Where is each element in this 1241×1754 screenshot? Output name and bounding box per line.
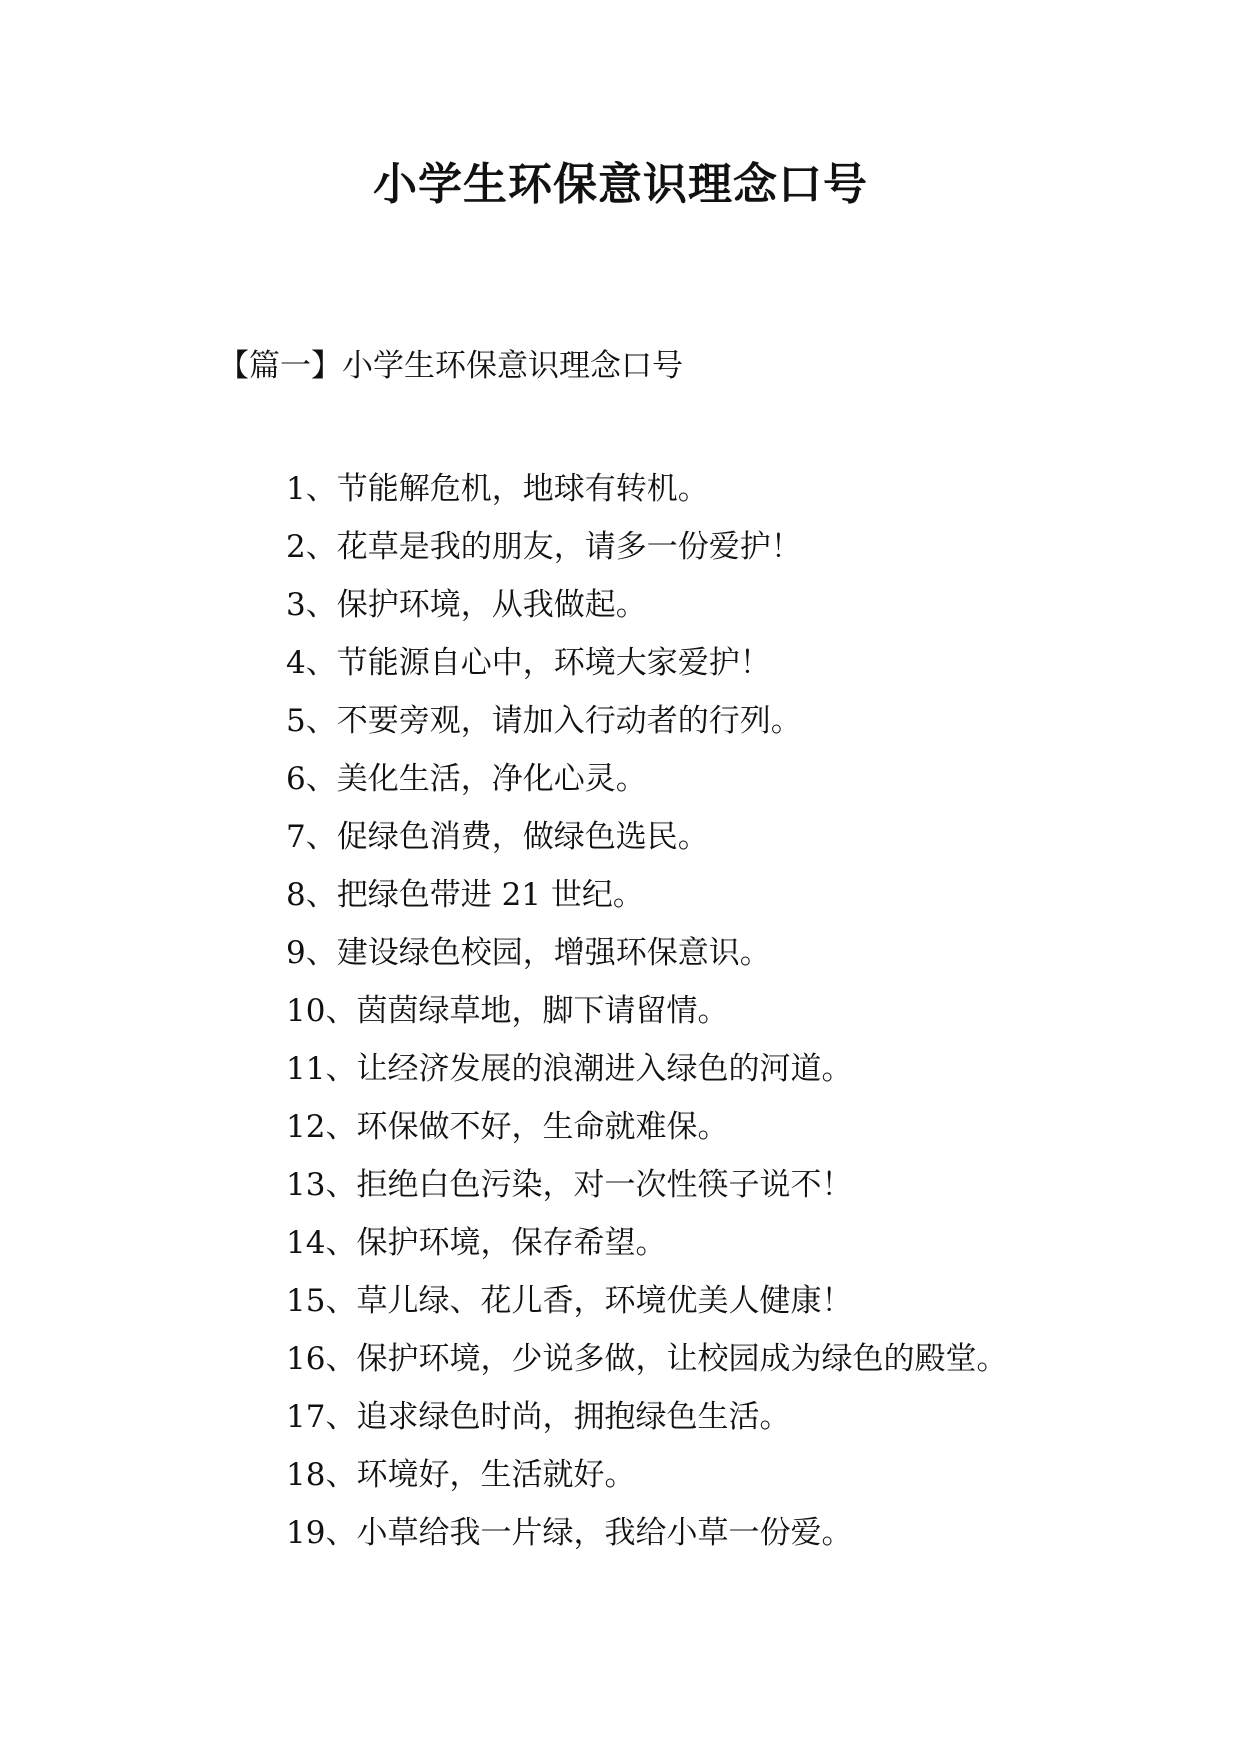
slogan-item: 9、建设绿色校园，增强环保意识。 [286,935,771,971]
slogan-item: 17、追求绿色时尚，拥抱绿色生活。 [286,1399,791,1435]
slogan-item: 10、茵茵绿草地，脚下请留情。 [286,993,729,1029]
section-heading: 【篇一】小学生环保意识理念口号 [218,348,683,384]
slogan-item: 8、把绿色带进 21 世纪。 [286,877,644,913]
slogan-item: 6、美化生活，净化心灵。 [286,761,647,797]
slogan-item: 18、环境好，生活就好。 [286,1457,636,1493]
slogan-item: 7、促绿色消费，做绿色选民。 [286,819,709,855]
document-title: 小学生环保意识理念口号 [373,159,868,210]
slogan-item: 2、花草是我的朋友，请多一份爱护！ [286,529,802,565]
slogan-item: 16、保护环境，少说多做，让校园成为绿色的殿堂。 [286,1341,1008,1377]
slogan-item: 11、让经济发展的浪潮进入绿色的河道。 [286,1051,853,1087]
slogan-item: 19、小草给我一片绿，我给小草一份爱。 [286,1515,853,1551]
slogan-item: 14、保护环境，保存希望。 [286,1225,667,1261]
slogan-item: 1、节能解危机，地球有转机。 [286,471,709,507]
slogan-item: 15、草儿绿、花儿香，环境优美人健康！ [286,1283,853,1319]
slogan-item: 13、拒绝白色污染，对一次性筷子说不！ [286,1167,853,1203]
slogan-list [286,460,1007,1562]
slogan-item: 3、保护环境，从我做起。 [286,587,647,623]
slogan-item: 5、不要旁观，请加入行动者的行列。 [286,703,802,739]
slogan-item: 4、节能源自心中，环境大家爱护！ [286,645,771,681]
slogan-item: 12、环保做不好，生命就难保。 [286,1109,729,1145]
